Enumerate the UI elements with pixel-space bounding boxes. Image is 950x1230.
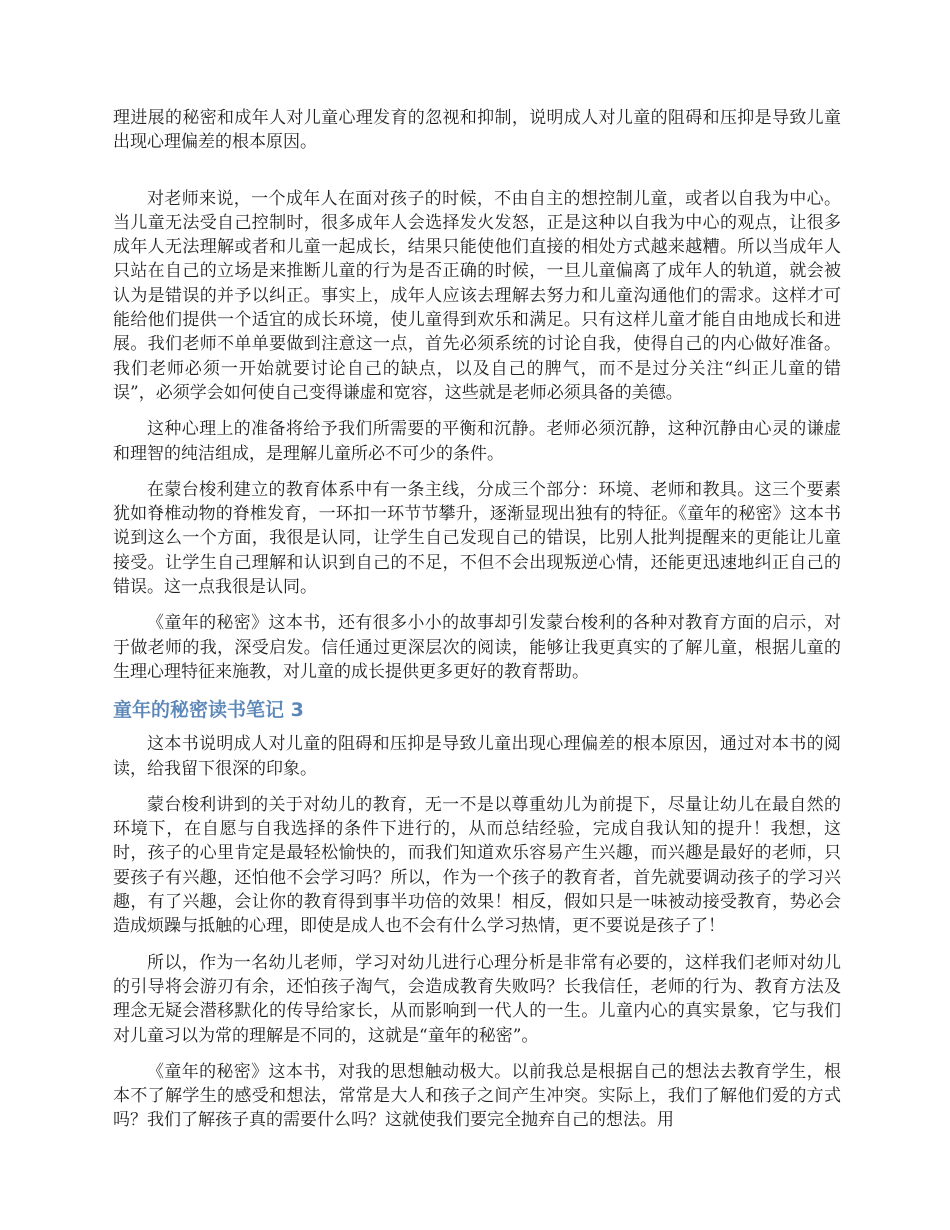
paragraph: 这种心理上的准备将给予我们所需要的平衡和沉静。老师必须沉静，这种沉静由心灵的谦虚和理智的纯洁组成，是理解儿童所必不可少的条件。 [113, 419, 841, 464]
paragraph: 对老师来说，一个成年人在面对孩子的时候，不由自主的想控制儿童，或者以自我为中心。当儿童无法受自己控制时，很多成年人会选择发火发怒，正是这种以自我为中心的观点，让很多成年人无法理解或者和儿童一起成长，结果只能使他们直接的相处方式越来越糟。所以当成年人只站在自己的立场是来推断儿童的行为是否正确的时候，一旦儿童偏离了成年人的轨道，就会被认为是错误的并予以纠正。事实上，成年人应该去理解去努力和儿童沟通他们的需求。这样才可能给他们提供一个适宜的成长环境，使儿童得到欢乐和满足。只有这样儿童才能自由地成长和进展。我们老师不单单要做到注意这一点，首先必须系统的讨论自我，使得自己的内心做好准备。我们老师必须一开始就要讨论自己的缺点，以及自己的脾气，而不是过分关注“纠正儿童的错误”，必须学会如何使自己变得谦虚和宽容，这些就是老师必须具备的美德。 [113, 188, 841, 403]
paragraph: 所以，作为一名幼儿老师，学习对幼儿进行心理分析是非常有必要的，这样我们老师对幼儿的引导将会游刃有余，还怕孩子淘气，会造成教育失败吗？长我信任，老师的行为、教育方法及理念无疑会潜移默化的传导给家长，从而影响到一代人的一生。儿童内心的真实景象，它与我们对儿童习以为常的理解是不同的，这就是“童年的秘密”。 [113, 952, 841, 1046]
paragraph: 蒙台梭利讲到的关于对幼儿的教育，无一不是以尊重幼儿为前提下，尽量让幼儿在最自然的环境下，在自愿与自我选择的条件下进行的，从而总结经验，完成自我认知的提升！我想，这时，孩子的心里肯定是最轻松愉快的，而我们知道欢乐容易产生兴趣，而兴趣是最好的老师，只要孩子有兴趣，还怕他不会学习吗？所以，作为一个孩子的教育者，首先就要调动孩子的学习兴趣，有了兴趣，会让你的教育得到事半功倍的效果！相反，假如只是一味被动接受教育，势必会造成烦躁与抵触的心理，即使是成人也不会有什么学习热情，更不要说是孩子了！ [113, 794, 841, 937]
paragraph: 《童年的秘密》这本书，对我的思想触动极大。以前我总是根据自己的想法去教育学生，根本不了解学生的感受和想法，常常是大人和孩子之间产生冲突。实际上，我们了解他们爱的方式吗？我们了解孩子真的需要什么吗？这就使我们要完全抛弃自己的想法。用 [113, 1061, 841, 1131]
paragraph-continuation: 理进展的秘密和成年人对儿童心理发育的忽视和抑制，说明成人对儿童的阻碍和压抑是导致儿童出现心理偏差的根本原因。 [113, 108, 841, 153]
paragraph: 在蒙台梭利建立的教育体系中有一条主线，分成三个部分：环境、老师和教具。这三个要素犹如脊椎动物的脊椎发育，一环扣一环节节攀升，逐渐显现出独有的特征。《童年的秘密》这本书说到这么一个方面，我很是认同，让学生自己发现自己的错误，比别人批判提醒来的更能让儿童接受。让学生自己理解和认识到自己的不足，不但不会出现叛逆心情，还能更迅速地纠正自己的错误。这一点我很是认同。 [113, 479, 841, 598]
paragraph: 《童年的秘密》这本书，还有很多小小的故事却引发蒙台梭利的各种对教育方面的启示，对于做老师的我，深受启发。信任通过更深层次的阅读，能够让我更真实的了解儿童，根据儿童的生理心理特征来施教，对儿童的成长提供更多更好的教育帮助。 [113, 613, 841, 682]
paragraph: 这本书说明成人对儿童的阻碍和压抑是导致儿童出现心理偏差的根本原因，通过对本书的阅读，给我留下很深的印象。 [113, 734, 841, 779]
document-page [113, 106, 841, 1145]
section-heading: 童年的秘密读书笔记 3 [113, 699, 304, 722]
